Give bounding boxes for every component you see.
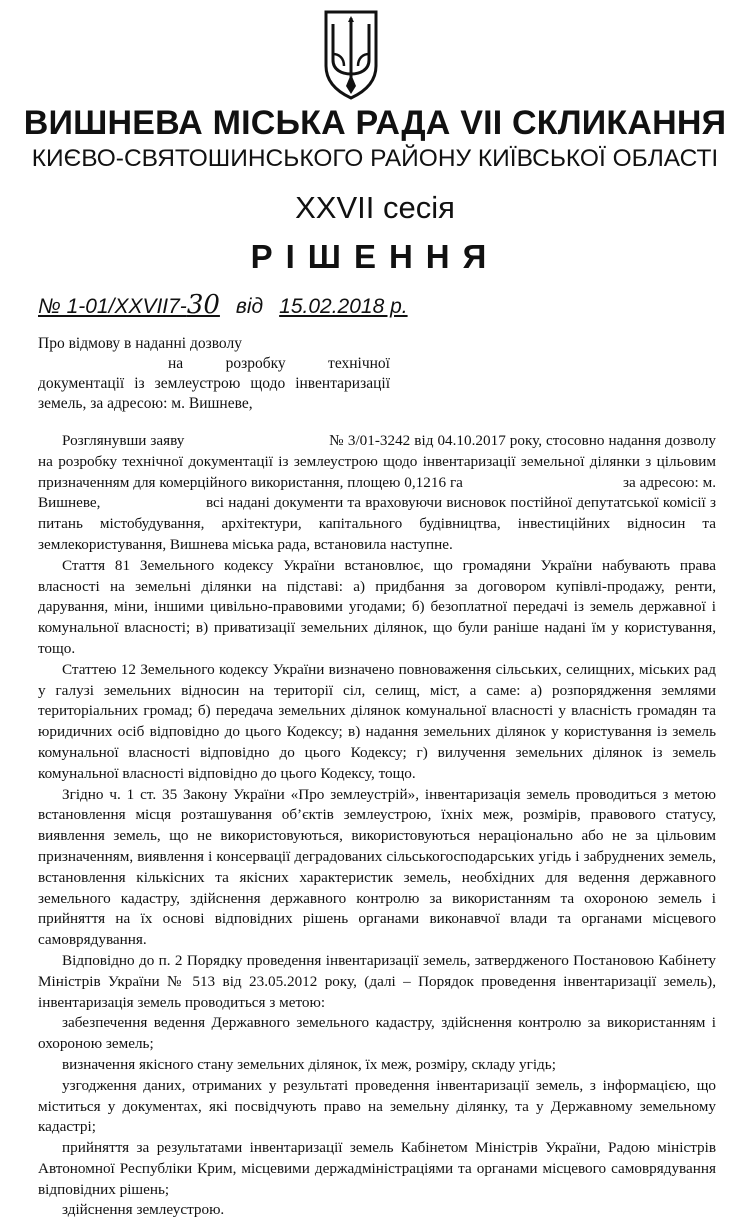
decision-subject — [38, 334, 390, 414]
decision-body — [38, 431, 720, 1221]
decision-number-prefix: № 1-01/XXVII7- — [38, 295, 187, 318]
trident-coat-of-arms-icon — [322, 8, 380, 100]
subject-line: на розробку технічної — [168, 355, 390, 372]
list-item: прийняття за результатами інвентаризації земель Кабінетом Міністрів України, Радою міністрів Автономної Республіки Крим, місцевими держадміністраціями та органами місцевого самоврядування відповідних рішень; — [38, 1139, 716, 1198]
date-prefix: від — [235, 295, 264, 318]
subject-line: документації із землеустрою щодо інвентаризації — [38, 375, 390, 392]
subject-line: Про відмову в наданні дозволу — [38, 335, 242, 352]
body-paragraph: Розглянувши заяву № 3/01-3242 від 04.10.2017 року, стосовно надання дозволу на розробку технічної документації із землеустрою щодо інвентаризації земельної ділянки з цільовим призначенням для комерційного використання, площею 0,1216 га за адресою: м. Вишневе, всі надані документи та враховуючи висновок постійної депутатської комісії з питань містобудування, архітектури, капітального будівництва, інвестиційних відносин та землекористування, Вишнева міська рада, встановила наступне. — [38, 432, 720, 553]
body-paragraph: Статтею 12 Земельного кодексу України визначено повноваження сільських, селищних, міських рад у галузі земельних відносин на території сіл, селищ, міст, а саме: а) розпорядження землями територіальних громад; б) передача земельних ділянок комунальної власності у власність громадян та юридичних осіб відповідно до цього Кодексу; в) надання земельних ділянок у користування із земель комунальної власності відповідно до цього Кодексу; г) вилучення земельних ділянок із земель комунальної власності відповідно до цього Кодексу, тощо. — [38, 660, 716, 782]
decision-number-line — [38, 290, 408, 320]
body-paragraph: Згідно ч. 1 ст. 35 Закону України «Про землеустрій», інвентаризація земель проводиться з метою встановлення місця розташування об’єктів землеустрою, їхніх меж, розмірів, правового статусу, виявлення земель, що не використовуються, використовуються нераціонально або не за цільовим призначенням, виявлення і консервації деградованих сільськогосподарських угідь і забруднених земель, встановлення кількісних та якісних характеристик земель, необхідних для ведення державного земельного кадастру, здійснення державного контролю за використанням та охороною земель і прийняття на їх основі відповідних рішень органами виконавчої влади та органами місцевого самоврядування. — [38, 785, 716, 949]
list-item: забезпечення ведення Державного земельного кадастру, здійснення контролю за використанням і охороною земель; — [38, 1014, 716, 1053]
document-title: РІШЕННЯ — [250, 238, 500, 275]
decision-date: 15.02.2018 р. — [279, 295, 408, 318]
decision-number-handwritten: 30 — [186, 290, 220, 320]
council-name: ВИШНЕВА МІСЬКА РАДА VII СКЛИКАННЯ — [23, 104, 727, 142]
decision-number — [38, 290, 220, 320]
body-paragraph: Стаття 81 Земельного кодексу України встановлює, що громадяни України набувають права власності на земельні ділянки на підставі: а) придбання за договором купівлі-продажу, ренти, дарування, міни, іншими цивільно-правовими угодами; б) безоплатної передачі із земель державної і комунальної власності; в) приватизації земельних ділянок, що були раніше надані їм у користування, тощо. — [38, 556, 716, 657]
list-item: узгодження даних, отриманих у результаті проведення інвентаризації земель, з інформацією, що міститься у документах, які посвідчують право на земельну ділянку, та у Державному земельному кадастрі; — [38, 1076, 716, 1136]
body-paragraph: Відповідно до п. 2 Порядку проведення інвентаризації земель, затвердженого Постановою Кабінету Міністрів України № 513 від 23.05.2012 року, (далі – Порядок проведення інвентаризації земель), інвентаризація земель проводиться з метою: — [38, 951, 716, 1011]
region-name: КИЄВО-СВЯТОШИНСЬКОГО РАЙОНУ КИЇВСЬКОЇ ОБЛАСТІ — [31, 145, 719, 172]
list-item: визначення якісного стану земельних ділянок, їх меж, розміру, складу угідь; — [62, 1055, 556, 1073]
list-item: здійснення землеустрою. — [62, 1201, 225, 1219]
session-number: XXVII сесія — [295, 190, 455, 225]
subject-line: земель, за адресою: м. Вишневе, — [38, 395, 253, 412]
